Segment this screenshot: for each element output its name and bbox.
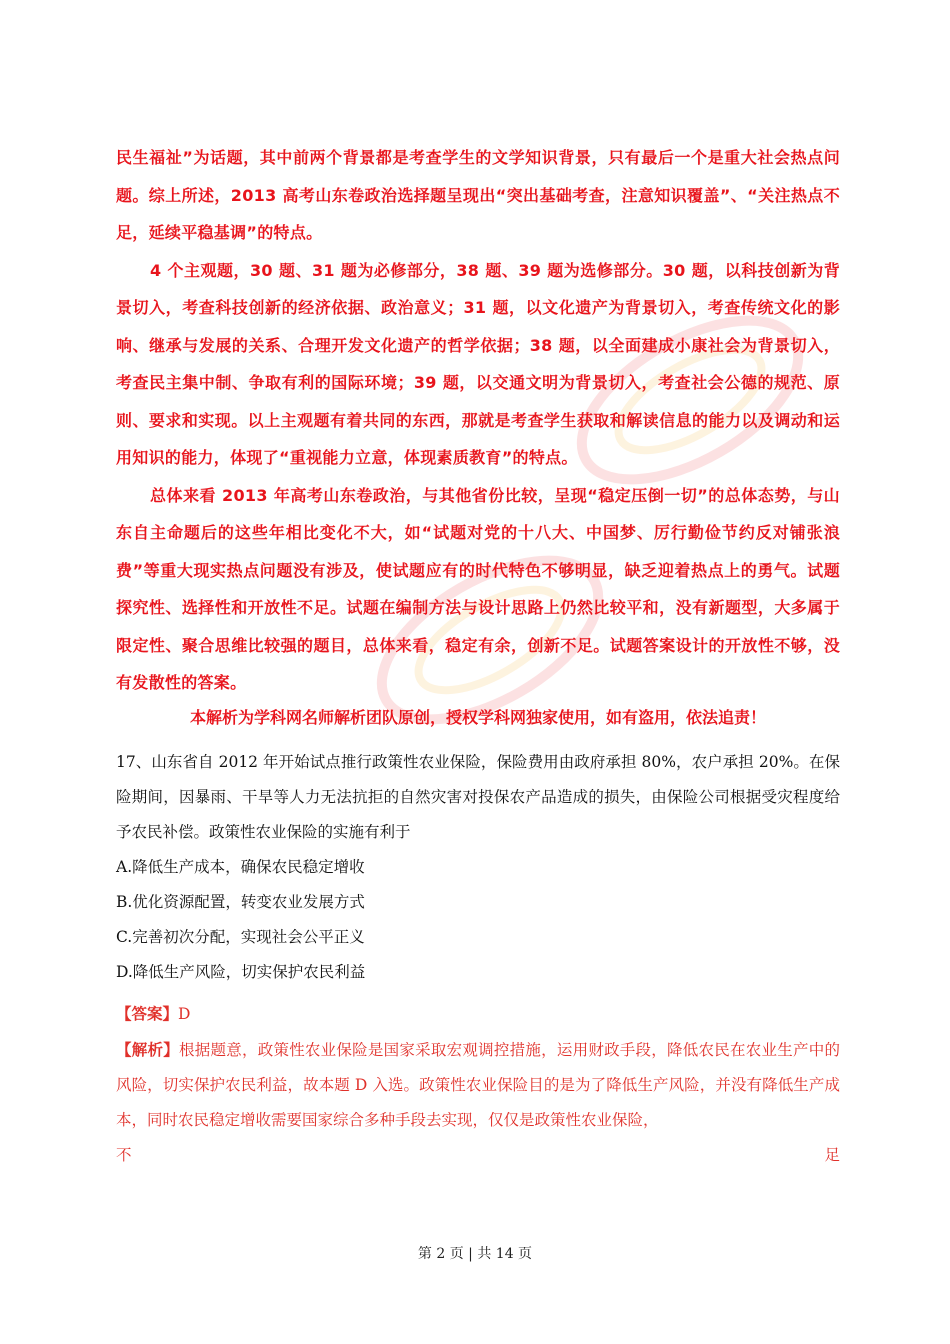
answer-section (116, 996, 840, 1173)
analysis-paragraph-2: 4 个主观题，30 题、31 题为必修部分，38 题、39 题为选修部分。30 题，以科技创新为背景切入，考查科技创新的经济依据、政治意义；31 题，以文化遗产为背景切入，考查传统文化的影响、继承与发展的关系、合理开发文化遗产的哲学依据；38 题，以全面建成小康社会为背景切入，考查民主集中制、争取有利的国际环境；39 题，以交通文明为背景切入，考查社会公德的规范、原则、要求和实现。以上主观题有着共同的东西，那就是考查学生获取和解读信息的能力以及调动和运用知识的能力，体现了“重视能力立意，体现素质教育”的特点。 (116, 260, 840, 467)
explanation-text: 根据题意，政策性农业保险是国家采取宏观调控措施，运用财政手段，降低农民在农业生产中的风险，切实保护农民利益，故本题 D 入选。政策性农业保险目的是为了降低生产风险，并没有降低生产成本，同时农民稳定增收需要国家综合多种手段去实现，仅仅是政策性农业保险， (116, 1041, 840, 1129)
question-17 (116, 745, 840, 990)
page-footer: 第 2 页 | 共 14 页 (417, 1246, 533, 1262)
option-d: D.降低生产风险，切实保护农民利益 (116, 963, 366, 981)
explanation-tail-right: 足 (824, 1146, 840, 1164)
copyright-notice: 本解析为学科网名师解析团队原创，授权学科网独家使用，如有盗用，依法追责！ (189, 708, 766, 727)
answer-label: 【答案】 (116, 1004, 179, 1023)
question-stem: 17、山东省自 2012 年开始试点推行政策性农业保险，保险费用由政府承担 80%，农户承担 20%。在保险期间，因暴雨、干旱等人力无法抗拒的自然灾害对投保农产品造成的损失，由保险公司根据受灾程度给予农民补偿。政策性农业保险的实施有利于 (116, 753, 840, 841)
option-a: A.降低生产成本，确保农民稳定增收 (116, 858, 365, 876)
option-c: C.完善初次分配，实现社会公平正义 (116, 928, 365, 946)
explanation (116, 1032, 840, 1138)
analysis-paragraph-3: 总体来看 2013 年高考山东卷政治，与其他省份比较，呈现“稳定压倒一切”的总体态势，与山东自主命题后的这些年相比变化不大，如“试题对党的十八大、中国梦、厉行勤俭节约反对铺张浪费”等重大现实热点问题没有涉及，使试题应有的时代特色不够明显，缺乏迎着热点上的勇气。试题探究性、选择性和开放性不足。试题在编制方法与设计思路上仍然比较平和，没有新题型，大多属于限定性、聚合思维比较强的题目，总体来看，稳定有余，创新不足。试题答案设计的开放性不够，没有发散性的答案。 (116, 485, 840, 692)
explanation-tail-left: 不 (116, 1146, 132, 1164)
answer-line (116, 996, 840, 1032)
analysis-section (116, 139, 840, 702)
answer-value: D (178, 1005, 191, 1023)
explanation-label: 【解析】 (116, 1040, 179, 1059)
explanation-tail (116, 1138, 840, 1173)
option-b: B.优化资源配置，转变农业发展方式 (116, 893, 365, 911)
analysis-paragraph-1: 民生福祉”为话题，其中前两个背景都是考查学生的文学知识背景，只有最后一个是重大社会热点问题。综上所述，2013 高考山东卷政治选择题呈现出“突出基础考查，注意知识覆盖”、“关注热点不足，延续平稳基调”的特点。 (116, 148, 840, 242)
